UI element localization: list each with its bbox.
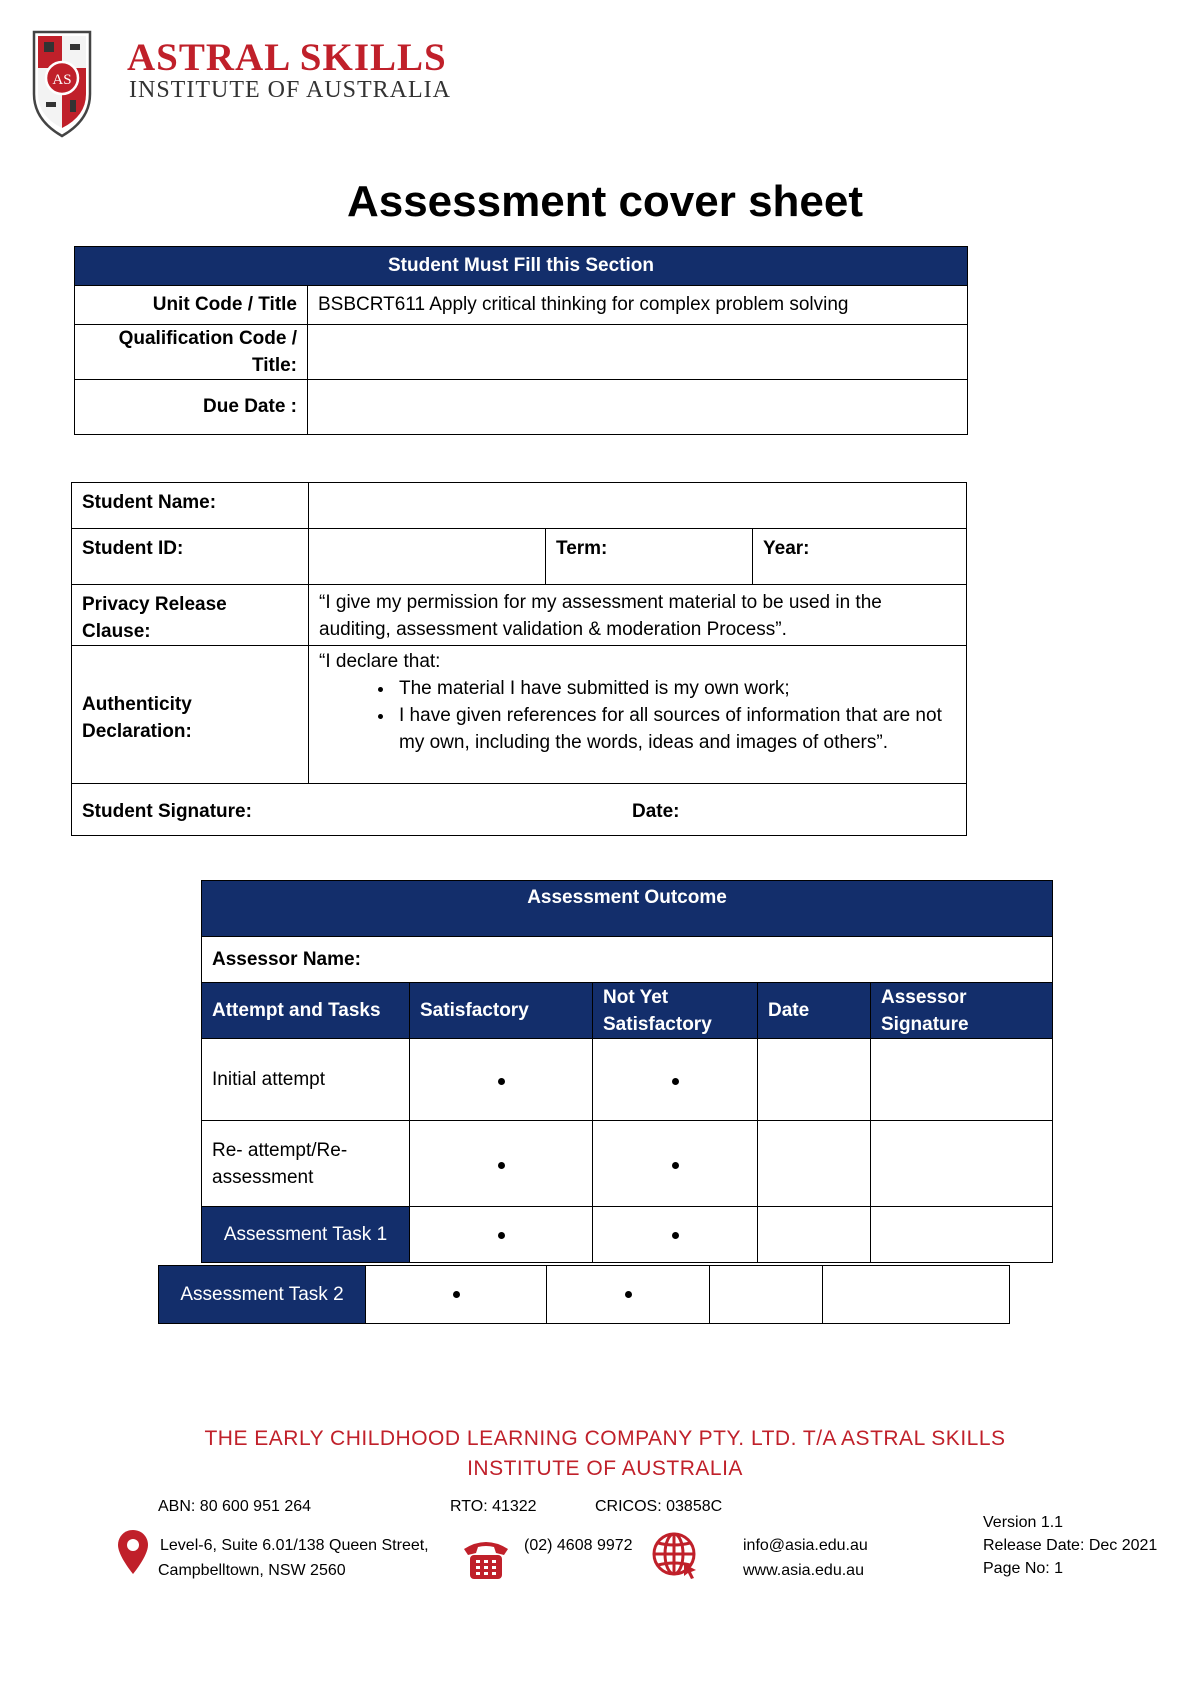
signature-cell[interactable] bbox=[871, 1039, 1053, 1121]
unit-code-label: Unit Code / Title bbox=[75, 286, 308, 325]
authenticity-text bbox=[309, 646, 967, 784]
cricos: CRICOS: 03858C bbox=[595, 1498, 723, 1515]
student-section-table bbox=[74, 246, 968, 435]
authenticity-intro: “I declare that: bbox=[319, 651, 441, 672]
signature-date-label: Date: bbox=[632, 801, 680, 822]
bullet-icon bbox=[672, 1078, 679, 1085]
col-attempt-tasks: Attempt and Tasks bbox=[202, 983, 410, 1039]
satisfactory-cell[interactable] bbox=[410, 1039, 593, 1121]
table-row bbox=[159, 1266, 1010, 1324]
term-label[interactable]: Term: bbox=[546, 529, 753, 585]
bullet-icon bbox=[625, 1291, 632, 1298]
satisfactory-cell[interactable] bbox=[366, 1266, 547, 1324]
brand-subtitle: INSTITUTE OF AUSTRALIA bbox=[129, 77, 451, 103]
assessor-name-field[interactable]: Assessor Name: bbox=[202, 937, 1053, 983]
authenticity-item: • The material I have submitted is my own work; bbox=[395, 675, 966, 702]
phone-icon bbox=[460, 1537, 512, 1581]
not-satisfactory-cell[interactable] bbox=[547, 1266, 710, 1324]
table-row bbox=[202, 1121, 1053, 1207]
date-cell[interactable] bbox=[758, 1207, 871, 1263]
col-not-yet-satisfactory: Not Yet Satisfactory bbox=[593, 983, 758, 1039]
email[interactable]: info@asia.edu.au bbox=[743, 1537, 868, 1554]
student-details-table bbox=[71, 482, 967, 836]
privacy-text-line2: auditing, assessment validation & moderation Process”. bbox=[319, 619, 787, 640]
phone-number[interactable]: (02) 4608 9972 bbox=[524, 1537, 633, 1554]
bullet-icon bbox=[453, 1291, 460, 1298]
student-name-field[interactable] bbox=[309, 483, 967, 529]
page-number: Page No: 1 bbox=[983, 1560, 1064, 1577]
unit-code-value[interactable]: BSBCRT611 Apply critical thinking for complex problem solving bbox=[308, 286, 968, 325]
student-id-label: Student ID: bbox=[72, 529, 309, 585]
location-pin-icon bbox=[116, 1528, 150, 1576]
abn: ABN: 80 600 951 264 bbox=[158, 1498, 312, 1515]
qualification-field[interactable] bbox=[308, 325, 968, 380]
document-info bbox=[983, 1511, 1157, 1580]
table-row bbox=[202, 1039, 1053, 1121]
logo-initials: AS bbox=[52, 72, 72, 88]
authenticity-list bbox=[319, 675, 966, 756]
student-section-header: Student Must Fill this Section bbox=[75, 247, 968, 286]
authenticity-label-line2: Declaration: bbox=[82, 720, 192, 742]
date-cell[interactable] bbox=[758, 1121, 871, 1207]
brand-name: ASTRAL SKILLS bbox=[127, 36, 447, 79]
address-line1: Level-6, Suite 6.01/138 Queen Street, bbox=[160, 1537, 429, 1554]
company-name-line2: INSTITUTE OF AUSTRALIA bbox=[467, 1457, 743, 1480]
bullet-icon bbox=[672, 1162, 679, 1169]
privacy-text-line1: “I give my permission for my assessment material to be used in the bbox=[319, 592, 882, 613]
institute-logo bbox=[30, 28, 94, 140]
row-initial-attempt: Initial attempt bbox=[202, 1039, 410, 1121]
privacy-label-line2: Clause: bbox=[82, 621, 151, 642]
col-assessor-signature: Assessor Signature bbox=[871, 983, 1053, 1039]
release-date: Release Date: Dec 2021 bbox=[983, 1537, 1158, 1554]
authenticity-label-line1: Authenticity bbox=[82, 693, 192, 715]
assessment-outcome-table bbox=[201, 880, 1053, 1263]
assessment-task-2-table bbox=[158, 1265, 1010, 1324]
signature-cell[interactable] bbox=[871, 1207, 1053, 1263]
qualification-label bbox=[75, 325, 308, 380]
signature-cell[interactable] bbox=[823, 1266, 1010, 1324]
row-reattempt: Re- attempt/Re-assessment bbox=[202, 1121, 410, 1207]
privacy-text bbox=[309, 585, 967, 646]
year-label[interactable]: Year: bbox=[753, 529, 967, 585]
privacy-label bbox=[72, 585, 309, 646]
satisfactory-cell[interactable] bbox=[410, 1121, 593, 1207]
due-date-field[interactable] bbox=[308, 380, 968, 435]
satisfactory-cell[interactable] bbox=[410, 1207, 593, 1263]
bullet-icon bbox=[498, 1078, 505, 1085]
qualification-label-line2: Title: bbox=[251, 355, 297, 376]
authenticity-label bbox=[72, 646, 309, 784]
not-satisfactory-cell[interactable] bbox=[593, 1121, 758, 1207]
company-name-line1: THE EARLY CHILDHOOD LEARNING COMPANY PTY. LTD. T/A ASTRAL SKILLS bbox=[204, 1427, 1006, 1450]
row-assessment-task-2: Assessment Task 2 bbox=[159, 1266, 366, 1324]
date-cell[interactable] bbox=[758, 1039, 871, 1121]
version: Version 1.1 bbox=[983, 1514, 1064, 1531]
address-line2: Campbelltown, NSW 2560 bbox=[158, 1562, 346, 1579]
signature-cell[interactable] bbox=[871, 1121, 1053, 1207]
bullet-icon bbox=[498, 1162, 505, 1169]
website[interactable]: www.asia.edu.au bbox=[743, 1562, 864, 1579]
not-satisfactory-cell[interactable] bbox=[593, 1207, 758, 1263]
not-satisfactory-cell[interactable] bbox=[593, 1039, 758, 1121]
privacy-label-line1: Privacy Release bbox=[82, 594, 227, 615]
row-assessment-task-1: Assessment Task 1 bbox=[202, 1207, 410, 1263]
signature-row[interactable] bbox=[72, 784, 967, 836]
student-signature-label: Student Signature: bbox=[82, 801, 252, 822]
student-name-label: Student Name: bbox=[72, 483, 309, 529]
date-cell[interactable] bbox=[710, 1266, 823, 1324]
bullet-icon bbox=[498, 1232, 505, 1239]
qualification-label-line1: Qualification Code / bbox=[118, 328, 297, 349]
table-row bbox=[202, 1207, 1053, 1263]
due-date-label: Due Date : bbox=[75, 380, 308, 435]
company-name bbox=[140, 1424, 1070, 1484]
page-title: Assessment cover sheet bbox=[346, 177, 864, 226]
assessment-outcome-header: Assessment Outcome bbox=[202, 881, 1053, 937]
col-satisfactory: Satisfactory bbox=[410, 983, 593, 1039]
globe-icon bbox=[650, 1530, 700, 1580]
col-date: Date bbox=[758, 983, 871, 1039]
student-id-field[interactable] bbox=[309, 529, 546, 585]
bullet-icon bbox=[672, 1232, 679, 1239]
authenticity-item: • I have given references for all sources of information that are not my own, including the words, ideas and images of others”. bbox=[395, 702, 966, 756]
rto: RTO: 41322 bbox=[450, 1498, 537, 1515]
